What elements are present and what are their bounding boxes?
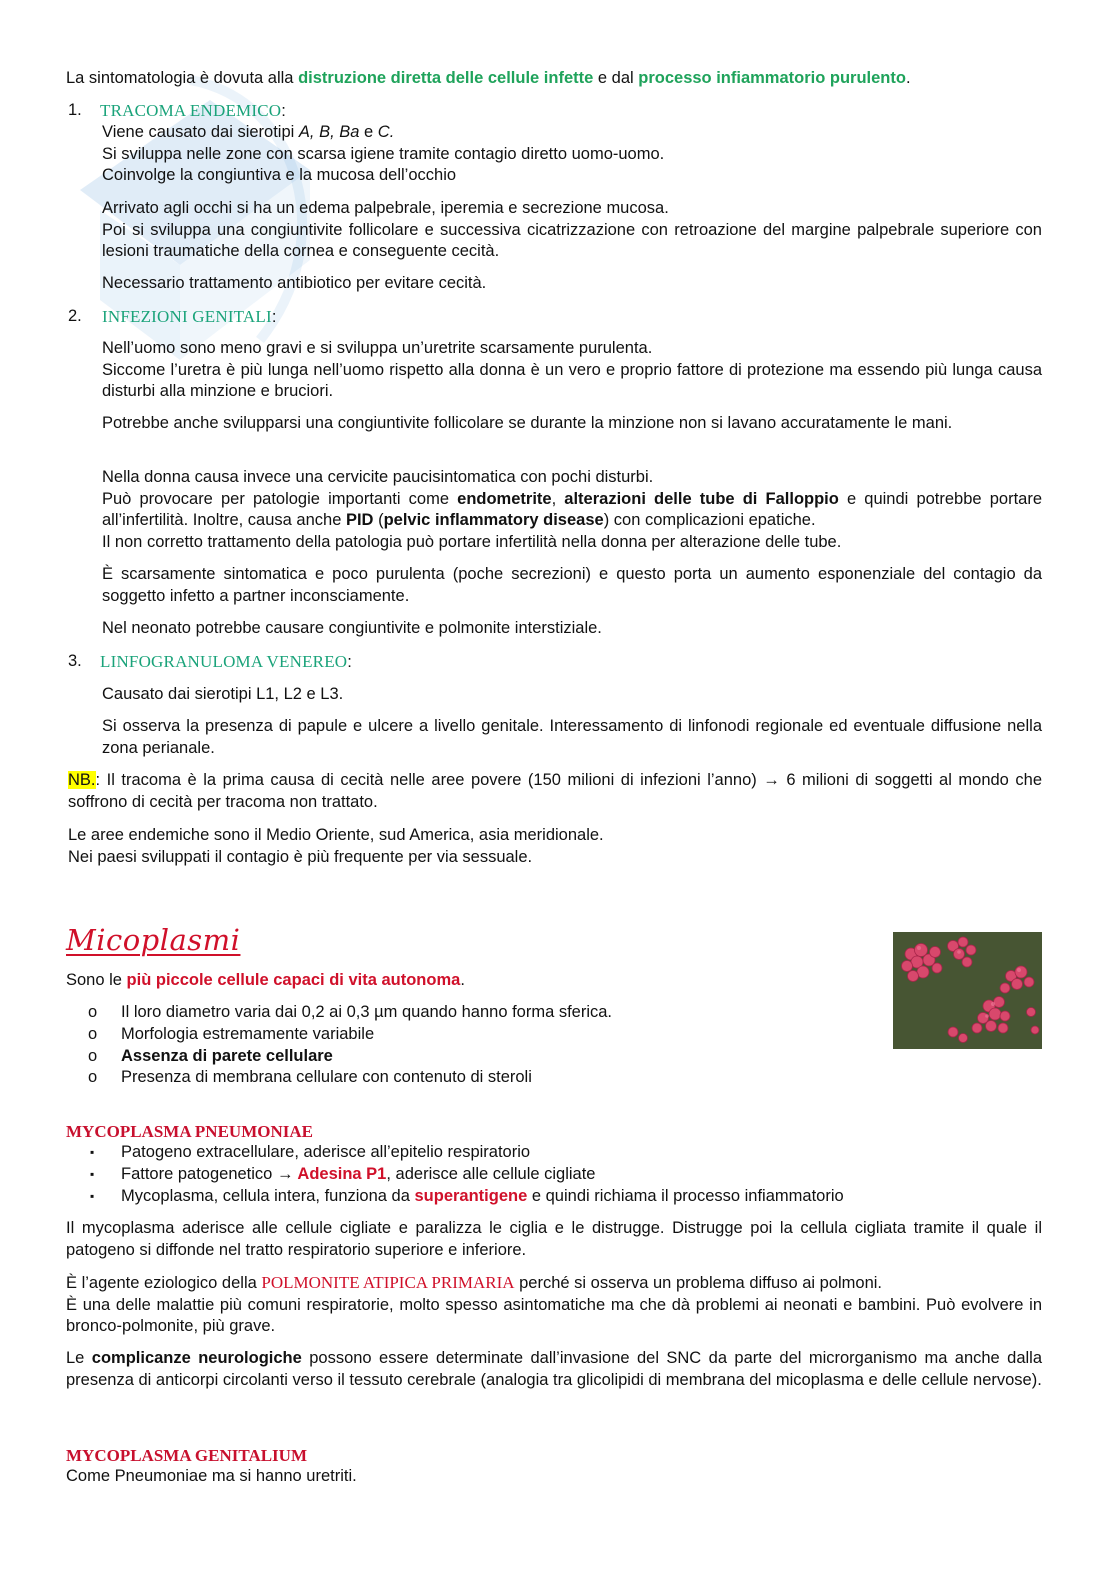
text: Coinvolge la congiuntiva e la mucosa dell’occhio — [102, 166, 457, 184]
list-item: Il loro diametro varia dai 0,2 ai 0,3 µm quando hanno forma sferica. — [121, 1003, 613, 1021]
list-item: Presenza di membrana cellulare con contenuto di steroli — [121, 1068, 532, 1086]
micoplasmi-intro — [66, 970, 465, 992]
text: È una delle malattie più comuni respiratorie, molto spesso asintomatiche ma che dà problemi ai neonati e bambini. Può evolvere in bronco-polmonite, più grave. — [66, 1295, 1042, 1335]
nb-paragraph — [68, 770, 1042, 813]
heading-colon: : — [347, 653, 352, 671]
arrow-right-icon: → — [276, 1165, 294, 1183]
list-item: Patogeno extracellulare, aderisce all’epitelio respiratorio — [121, 1143, 531, 1161]
pneumoniae-heading: MYCOPLASMA PNEUMONIAE — [66, 1122, 313, 1141]
text: Viene causato dai sierotipi — [102, 123, 299, 141]
text: perché si osserva un problema diffuso ai polmoni. — [514, 1274, 883, 1292]
text: e — [359, 123, 378, 141]
micoplasmi-keyword: più piccole cellule capaci di vita autonoma — [126, 971, 461, 989]
list-number: 3. — [68, 652, 82, 670]
genital-paragraph-1 — [102, 338, 1042, 403]
genital-paragraph-2: Potrebbe anche svilupparsi una congiuntivite follicolare se durante la minzione non si lavano accuratamente le mani. — [102, 414, 953, 432]
list-number: 2. — [68, 307, 82, 325]
pneumoniae-paragraph-1: Il mycoplasma aderisce alle cellule cigliate e paralizza le ciglia e le distrugge. Distrugge poi la cellula cigliata tramite il quale il patogeno si diffonde nel tratto respiratorio superiore e inferiore. — [66, 1219, 1042, 1259]
genital-title: INFEZIONI GENITALI — [102, 307, 272, 326]
lgv-heading — [100, 651, 352, 674]
intro-keyword-purulent: processo infiammatorio purulento — [638, 69, 906, 87]
text: Le — [66, 1349, 92, 1367]
nb-label: NB. — [68, 771, 96, 789]
list-item: Assenza di parete cellulare — [121, 1047, 333, 1065]
text: Si sviluppa nelle zone con scarsa igiene tramite contagio diretto uomo-uomo. — [102, 144, 665, 163]
genitalium-heading: MYCOPLASMA GENITALIUM — [66, 1446, 307, 1465]
circle-bullet-icon: o — [88, 1047, 98, 1065]
genital-paragraph-5: Nel neonato potrebbe causare congiuntivite e polmonite interstiziale. — [102, 619, 602, 637]
intro-text: La sintomatologia è dovuta alla — [66, 69, 299, 87]
list-item — [121, 1164, 596, 1186]
genital-paragraph-3 — [102, 467, 1042, 553]
intro-text: e dal — [593, 69, 639, 87]
adesina-keyword: Adesina P1 — [293, 1165, 387, 1183]
text: Arrivato agli occhi si ha un edema palpebrale, iperemia e secrezione mucosa. — [102, 199, 669, 217]
text: possono essere determinate dall’invasione del SNC da parte del microrganismo ma anche dalla presenza di anticorpi circolanti verso il tessuto cerebrale (analogia tra glicolipidi di membrana del micoplasma e delle cellule nervose). — [66, 1349, 1043, 1389]
heading-colon: : — [281, 102, 286, 120]
lgv-paragraph-1: Causato dai sierotipi L1, L2 e L3. — [102, 685, 344, 703]
text: Nella donna causa invece una cervicite paucisintomatica con pochi disturbi. — [102, 468, 654, 486]
text: Il non corretto trattamento della patologia può portare infertilità nella donna per alterazione delle tube. — [102, 532, 842, 551]
text: Può provocare per patologie importanti come — [102, 489, 458, 508]
bold-term: alterazioni delle tube di Falloppio — [564, 489, 839, 508]
text: ) con complicazioni epatiche. — [603, 511, 816, 529]
list-item — [121, 1186, 844, 1208]
lgv-paragraph-2: Si osserva la presenza di papule e ulcere a livello genitale. Interessamento di linfonodi regionale ed eventuale diffusione nella zona perianale. — [102, 717, 1042, 757]
micoplasmi-title: Micoplasmi — [66, 923, 241, 957]
text: Sono le — [66, 971, 127, 989]
bold-term: pelvic inflammatory disease — [383, 511, 604, 529]
text: ( — [373, 511, 384, 529]
pneumoniae-paragraph-3 — [66, 1348, 1042, 1391]
pneumoniae-paragraph-2 — [66, 1272, 1042, 1338]
trachoma-paragraph-1 — [102, 122, 1042, 187]
text: Fattore patogenetico — [121, 1165, 277, 1183]
arrow-right-icon: → — [763, 771, 780, 789]
lgv-title: LINFOGRANULOMA VENEREO — [100, 652, 348, 671]
text: e quindi richiama il processo infiammatorio — [527, 1187, 844, 1205]
polmonite-keyword: POLMONITE ATIPICA PRIMARIA — [261, 1273, 515, 1292]
text: : Il tracoma è la prima causa di cecità nelle aree povere (150 milioni di infezioni l’anno) — [95, 771, 764, 789]
square-bullet-icon: ▪ — [90, 1145, 95, 1159]
trachoma-paragraph-2 — [102, 198, 1042, 263]
trachoma-heading — [100, 100, 286, 123]
bold-term: endometrite — [457, 489, 552, 508]
text: , — [551, 489, 565, 508]
square-bullet-icon: ▪ — [90, 1167, 95, 1181]
text: . — [460, 971, 465, 989]
trachoma-title: TRACOMA ENDEMICO — [100, 101, 282, 120]
endemic-paragraph — [68, 825, 1044, 868]
square-bullet-icon: ▪ — [90, 1189, 95, 1203]
superantigene-keyword: superantigene — [414, 1187, 528, 1205]
text: Le aree endemiche sono il Medio Oriente, sud America, asia meridionale. — [68, 826, 604, 844]
trachoma-paragraph-3: Necessario trattamento antibiotico per evitare cecità. — [102, 274, 487, 292]
heading-colon: : — [271, 308, 277, 326]
list-item: Morfologia estremamente variabile — [121, 1025, 375, 1043]
text: 6 milioni di soggetti al mondo che soffrono di cecità per tracoma non trattato. — [68, 771, 1042, 811]
intro-paragraph — [66, 68, 911, 90]
circle-bullet-icon: o — [88, 1068, 98, 1086]
text: , aderisce alle cellule cigliate — [386, 1165, 596, 1183]
text: Poi si sviluppa una congiuntivite follicolare e successiva cicatrizzazione con retroazione del margine palpebrale superiore con lesioni traumatiche della cornea e conseguente cecità. — [102, 220, 1042, 260]
text: Mycoplasma, cellula intera, funziona da — [121, 1187, 415, 1205]
serotype-italic: C. — [377, 123, 395, 141]
circle-bullet-icon: o — [88, 1025, 98, 1043]
list-number: 1. — [68, 101, 82, 119]
genital-heading — [102, 306, 276, 329]
text: e quindi potrebbe portare all’infertilità. Inoltre, causa anche — [102, 489, 1042, 529]
serotypes-italic: A, B, Ba — [298, 123, 360, 141]
circle-bullet-icon: o — [88, 1003, 98, 1021]
genitalium-text: Come Pneumoniae ma si hanno uretriti. — [66, 1467, 357, 1485]
genital-paragraph-4: È scarsamente sintomatica e poco purulenta (poche secrezioni) e questo porta un aumento esponenziale del contagio da soggetto infetto a partner inconsciamente. — [102, 565, 1042, 605]
bold-term: complicanze neurologiche — [91, 1349, 302, 1367]
intro-keyword-destruction: distruzione diretta delle cellule infette — [298, 69, 594, 87]
text: Nei paesi sviluppati il contagio è più frequente per via sessuale. — [68, 847, 533, 866]
text: Siccome l’uretra è più lunga nell’uomo rispetto alla donna è un vero e proprio fattore di protezione ma essendo più lunga causa disturbi alla minzione e bruciori. — [102, 360, 1042, 400]
mycoplasma-micrograph-image — [893, 932, 1042, 1049]
text: È l’agente eziologico della — [66, 1274, 262, 1292]
bold-term: PID — [345, 511, 374, 529]
intro-text: . — [905, 69, 911, 87]
text: Nell’uomo sono meno gravi e si sviluppa un’uretrite scarsamente purulenta. — [102, 339, 653, 357]
